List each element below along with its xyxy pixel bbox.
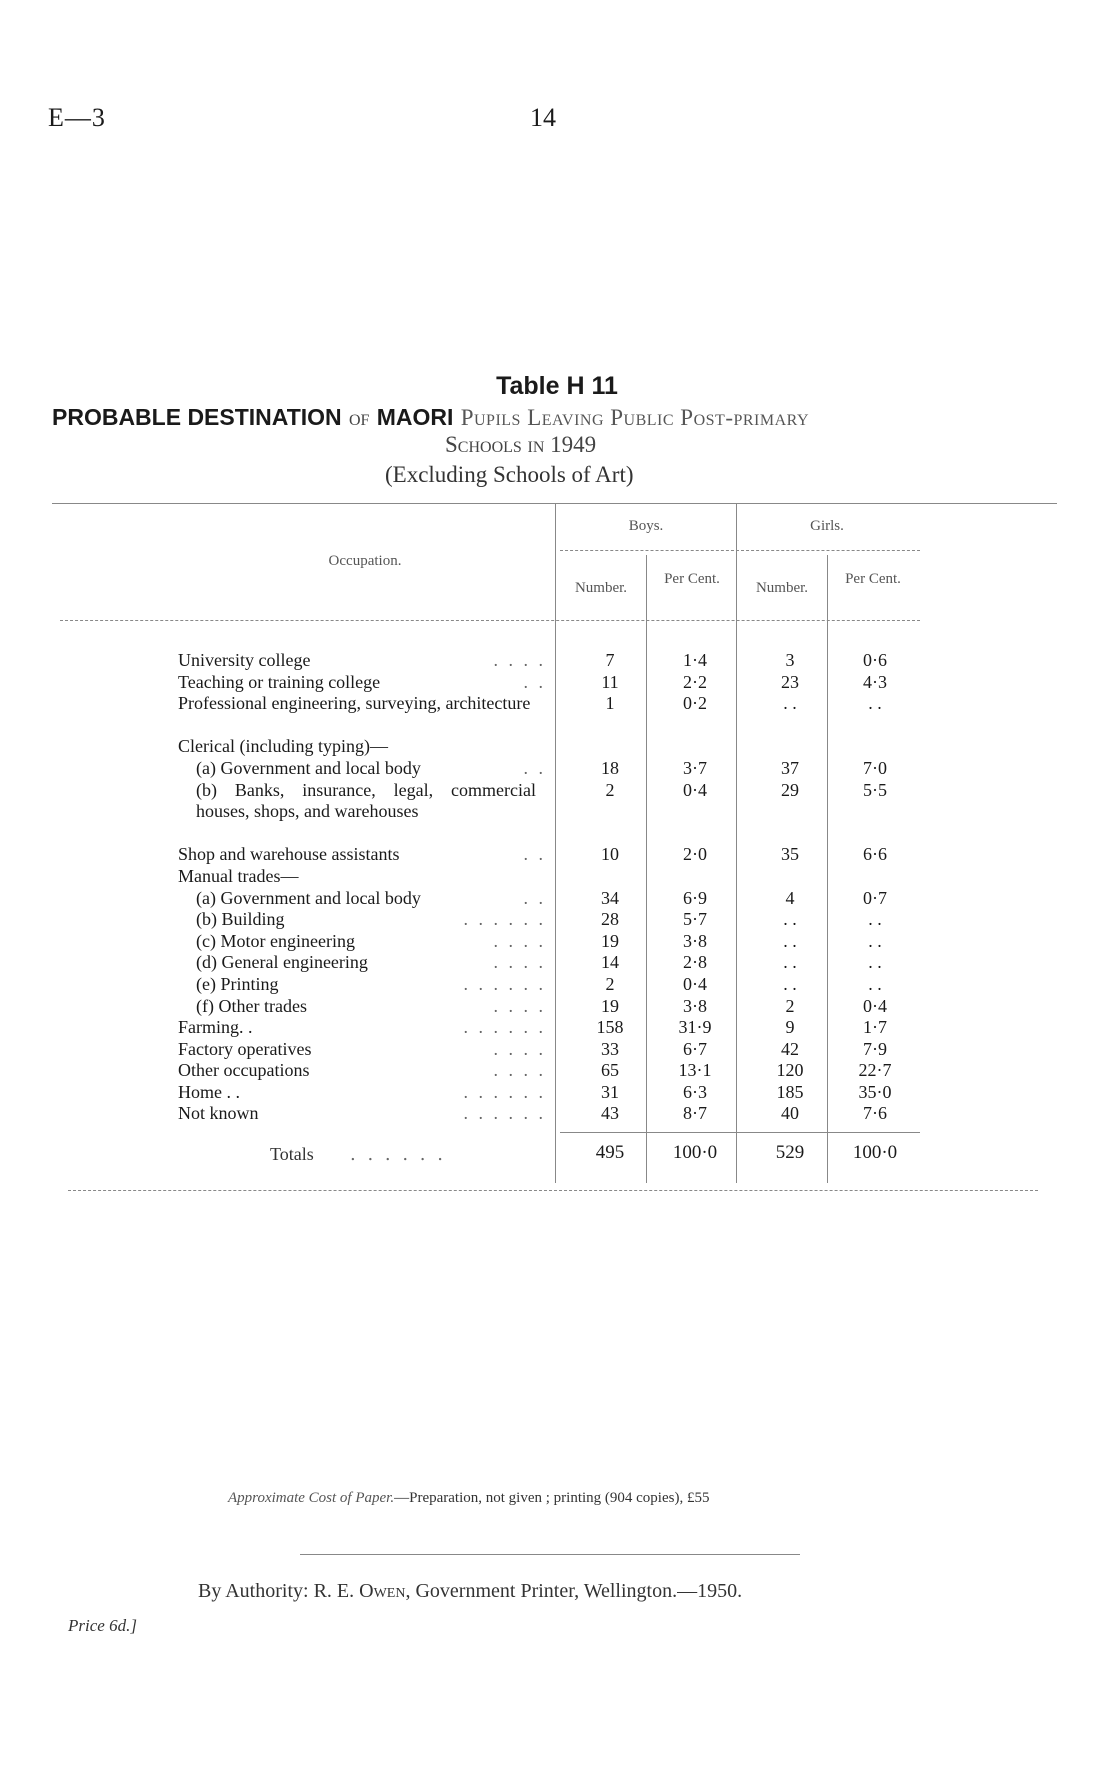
cell: 29 <box>781 779 799 800</box>
cell: 31·9 <box>678 1017 712 1038</box>
boys-number-column <box>580 650 640 1125</box>
cell: . . <box>868 693 882 714</box>
cell: 5·5 <box>863 779 887 800</box>
authority-suffix: , Government Printer, Wellington.—1950. <box>405 1580 743 1602</box>
cell <box>655 715 735 758</box>
cell: 6·7 <box>683 1038 707 1059</box>
cell: 65 <box>601 1060 619 1081</box>
cell: 7·0 <box>863 757 887 778</box>
cell: 120 <box>776 1060 804 1081</box>
cell: 43 <box>601 1103 619 1124</box>
table-row: Shop and warehouse assistants . . <box>178 844 546 865</box>
boys-percent-header: Per Cent. <box>664 571 720 587</box>
cell: 1·7 <box>863 1017 887 1038</box>
totals-girls-number: 529 <box>775 1142 805 1163</box>
cell: 3·7 <box>683 757 707 778</box>
footer-rule <box>300 1554 800 1555</box>
totals-boys-percent: 100·0 <box>672 1142 718 1163</box>
table-row: Farming. . . . . . . . <box>178 1017 546 1038</box>
report-code: E—3 <box>48 103 106 132</box>
cell: 0·4 <box>863 995 887 1016</box>
cell: 158 <box>596 1017 624 1038</box>
cell: 11 <box>601 671 619 692</box>
table-row: Manual trades— <box>178 865 299 886</box>
cell: 1·4 <box>683 650 707 670</box>
occupation-list <box>178 650 558 1125</box>
cell: 6·9 <box>683 887 707 908</box>
table-row: Not known . . . . . . <box>178 1103 546 1124</box>
cell: 23 <box>781 671 799 692</box>
girls-divider <box>827 555 828 1183</box>
cell: 185 <box>776 1081 804 1102</box>
table-row: (b) Building . . . . . . <box>196 909 546 930</box>
header-bottom-rule <box>60 620 920 621</box>
cell: 0·2 <box>683 693 707 714</box>
totals-label: Totals <box>270 1144 314 1164</box>
cell: 22·7 <box>858 1060 892 1081</box>
table-bottom-rule <box>68 1190 1038 1191</box>
cell: 3·8 <box>683 930 707 951</box>
table-row: (e) Printing . . . . . . <box>196 973 546 994</box>
cell: . . <box>868 952 882 973</box>
table-row: Other occupations . . . . <box>178 1060 546 1081</box>
cell: 0·4 <box>683 973 707 994</box>
table-row: (f) Other trades . . . . <box>196 995 546 1016</box>
cell: 13·1 <box>678 1060 712 1081</box>
cell <box>835 715 915 758</box>
cell: . . <box>783 909 797 930</box>
cell: 1 <box>605 693 615 714</box>
table-row: Professional engineering, surveying, architecture <box>178 693 531 714</box>
cell: . . <box>868 909 882 930</box>
boys-percent-column <box>655 650 735 1125</box>
cell: 31 <box>601 1081 619 1102</box>
cell <box>760 866 820 888</box>
authority-prefix: By Authority: <box>198 1580 314 1602</box>
cell: 2·8 <box>683 952 707 973</box>
girls-percent-column <box>835 650 915 1125</box>
cost-of-paper-note <box>228 1490 709 1507</box>
page-number: 14 <box>530 103 556 132</box>
cell: 35 <box>781 844 799 865</box>
girls-number-column <box>760 650 820 1125</box>
cell <box>580 866 640 888</box>
cell: 7·6 <box>863 1103 887 1124</box>
cell: . . <box>783 952 797 973</box>
girls-number-header: Number. <box>755 580 809 596</box>
cell: 3·8 <box>683 995 707 1016</box>
cell: 0·7 <box>863 887 887 908</box>
cost-detail: —Preparation, not given ; printing (904 copies), £55 <box>394 1490 710 1506</box>
totals-boys-number: 495 <box>595 1142 625 1163</box>
printer-authority <box>198 1580 742 1603</box>
title-sc-a: of <box>348 405 370 430</box>
cell: 28 <box>601 909 619 930</box>
cell: 0·6 <box>863 650 887 670</box>
cell: 19 <box>601 930 619 951</box>
cell: 6·6 <box>863 844 887 865</box>
title-bold-a: PROBABLE DESTINATION <box>52 404 342 430</box>
cell: . . <box>868 973 882 994</box>
cell: 14 <box>601 952 619 973</box>
cell <box>580 715 640 758</box>
cell: 18 <box>601 757 619 778</box>
cell: 2 <box>605 779 615 800</box>
boys-number-header: Number. <box>574 580 628 596</box>
table-row: Home . . . . . . . . <box>178 1081 546 1102</box>
cell: 33 <box>601 1038 619 1059</box>
cell: 40 <box>781 1103 799 1124</box>
table-row: Teaching or training college . . <box>178 671 546 692</box>
table-row: (a) Government and local body . . <box>196 887 546 908</box>
cell: 7 <box>605 650 615 670</box>
table-row: University college . . . . <box>178 650 546 670</box>
girls-percent-header: Per Cent. <box>845 571 901 587</box>
cost-label: Approximate Cost of Paper. <box>228 1490 395 1506</box>
subheader-rule <box>560 550 920 551</box>
cell: 0·4 <box>683 779 707 800</box>
title-bold-b: MAORI <box>376 404 454 430</box>
cell: 42 <box>781 1038 799 1059</box>
totals-rule <box>560 1132 920 1133</box>
cell <box>760 715 820 758</box>
cell: 8·7 <box>683 1103 707 1124</box>
groups-divider <box>736 503 737 1183</box>
boys-header: Boys. <box>628 518 664 534</box>
cell: 2 <box>785 995 795 1016</box>
cell: 3 <box>785 650 795 670</box>
cell: 2·0 <box>683 844 707 865</box>
table-row: (c) Motor engineering . . . . <box>196 930 546 951</box>
table-row: Clerical (including typing)— <box>178 736 388 757</box>
table-label: Table H 11 <box>496 372 618 400</box>
cell: . . <box>868 930 882 951</box>
table-row: (b) Banks, insurance, legal, commercial houses, shops, and warehouses <box>196 779 536 822</box>
boys-divider <box>646 555 647 1183</box>
cell: 5·7 <box>683 909 707 930</box>
cell: 2·2 <box>683 671 707 692</box>
cell: 19 <box>601 995 619 1016</box>
girls-header: Girls. <box>810 518 844 534</box>
table-title-line1 <box>52 404 809 431</box>
cell: 4 <box>785 887 795 908</box>
table-row: Factory operatives . . . . <box>178 1038 546 1059</box>
totals-girls-percent: 100·0 <box>852 1142 898 1163</box>
price-note: Price 6d.] <box>68 1616 137 1635</box>
cell <box>835 866 915 888</box>
title-sc-b: Pupils Leaving Public Post-primary <box>460 405 809 430</box>
cell: 7·9 <box>863 1038 887 1059</box>
cell: 35·0 <box>858 1081 892 1102</box>
cell: 10 <box>601 844 619 865</box>
cell: 6·3 <box>683 1081 707 1102</box>
cell <box>655 866 735 888</box>
table-row: (d) General engineering . . . . <box>196 952 546 973</box>
cell: 9 <box>785 1017 795 1038</box>
table-row: (a) Government and local body . . <box>196 757 546 778</box>
cell: 37 <box>781 757 799 778</box>
printer-name: R. E. Owen <box>313 1580 406 1602</box>
cell: 2 <box>605 973 615 994</box>
occupation-header: Occupation. <box>328 553 402 569</box>
totals-leader-dots: . . . . . . <box>350 1144 446 1165</box>
table-title-line3: (Excluding Schools of Art) <box>385 462 634 487</box>
cell: . . <box>783 930 797 951</box>
cell: 4·3 <box>863 671 887 692</box>
table-title-line2: Schools in 1949 <box>445 432 597 457</box>
cell: 34 <box>601 887 619 908</box>
cell: . . <box>783 693 797 714</box>
cell: . . <box>783 973 797 994</box>
